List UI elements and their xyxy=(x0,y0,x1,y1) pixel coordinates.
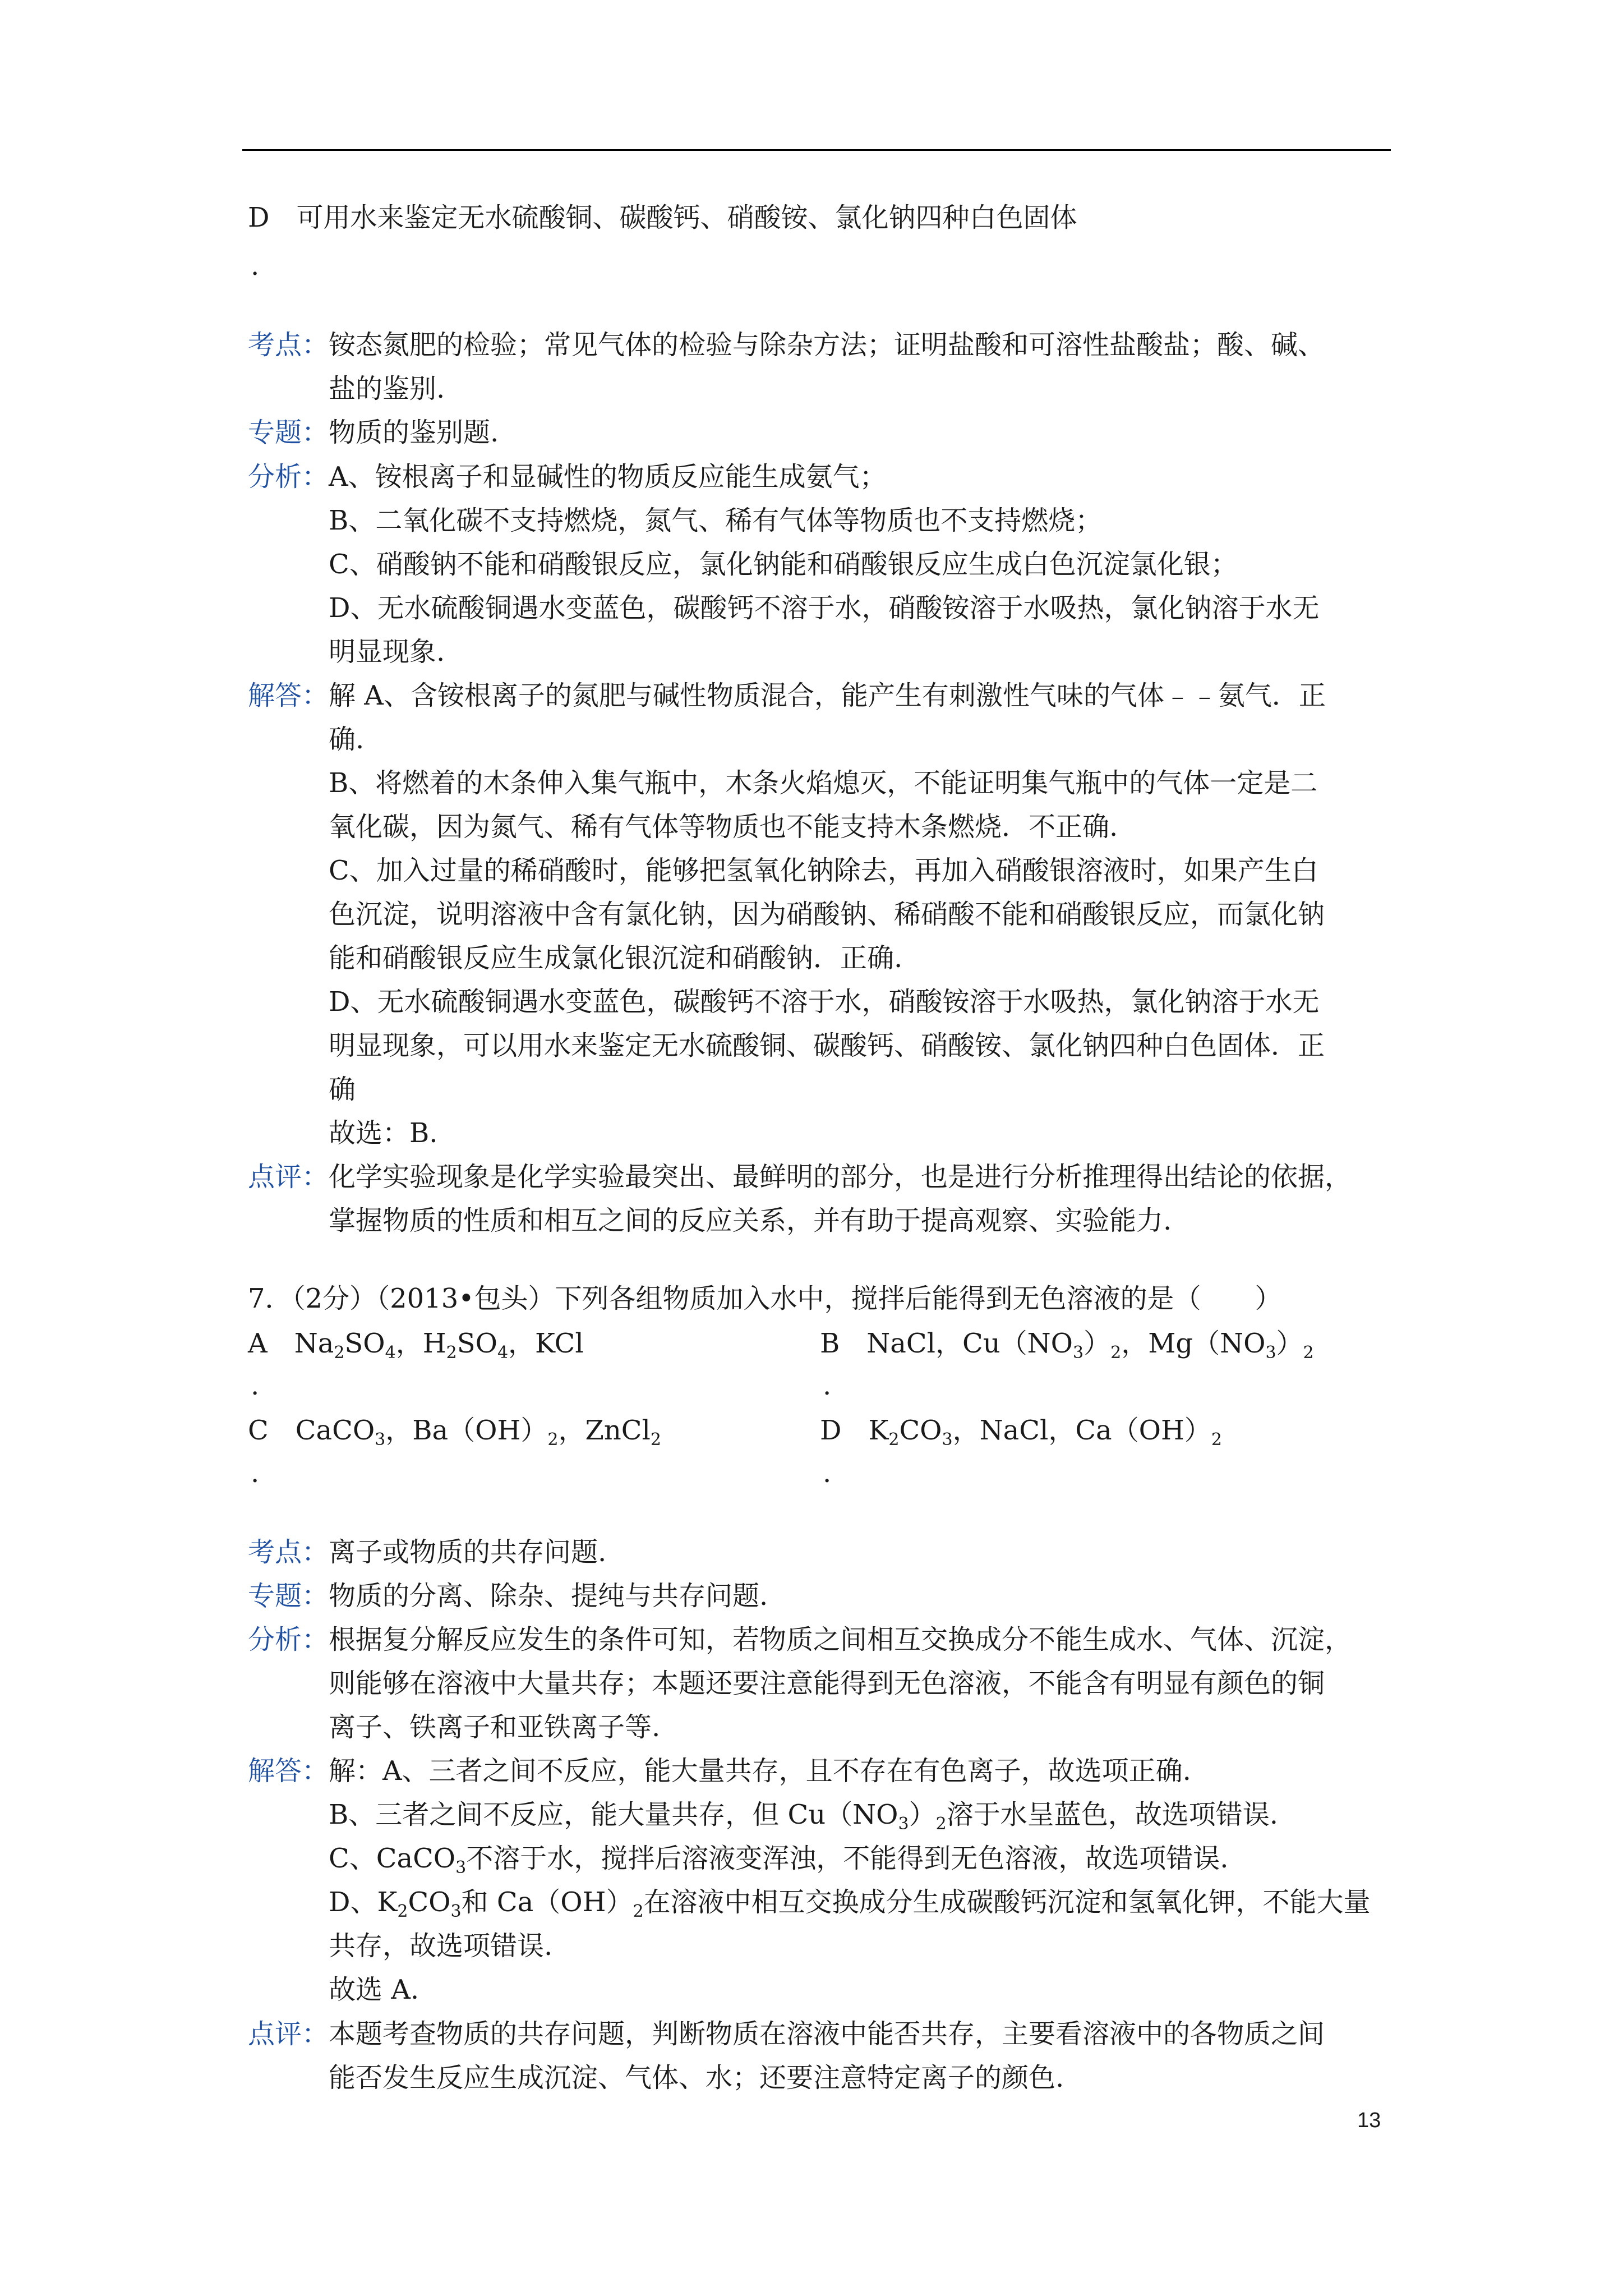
dianping-label: 点评： xyxy=(248,1161,329,1193)
formula-part: ，ZnCl xyxy=(558,1415,651,1446)
formula-part: CaCO xyxy=(295,1415,375,1446)
zhuanti-label: 专题： xyxy=(248,417,329,448)
subscript: 3 xyxy=(898,1814,909,1834)
subscript: 4 xyxy=(385,1343,396,1363)
jieda-line: 能和硝酸银反应生成氯化银沉淀和硝酸钠．正确. xyxy=(329,942,903,974)
formula-part: ） xyxy=(1083,1328,1111,1359)
subscript: 4 xyxy=(497,1343,509,1363)
subscript: 2 xyxy=(1110,1343,1122,1363)
q7-option-b xyxy=(820,1327,1314,1370)
jieda-line: 确. xyxy=(329,724,365,755)
fenxi-line: D、无水硫酸铜遇水变蓝色，碳酸钙不溶于水，硝酸铵溶于水吸热，氯化钠溶于水无 xyxy=(329,592,1320,624)
dianping-line: 掌握物质的性质和相互之间的反应关系，并有助于提高观察、实验能力. xyxy=(329,1205,1172,1236)
subscript: 3 xyxy=(455,1858,467,1878)
q7-option-c xyxy=(248,1414,661,1457)
fenxi-line: 则能够在溶液中大量共存；本题还要注意能得到无色溶液，不能含有明显有颜色的铜 xyxy=(329,1668,1325,1699)
q6-option-d: D 可用水来鉴定无水硫酸铜、碳酸钙、硝酸铵、氯化钠四种白色固体 xyxy=(248,202,1077,233)
jieda-line: C、加入过量的稀硝酸时，能够把氢氧化钠除去，再加入硝酸银溶液时，如果产生白 xyxy=(329,855,1318,886)
subscript: 2 xyxy=(446,1343,457,1363)
text-part: B、三者之间不反应，能大量共存，但 Cu（NO xyxy=(329,1799,898,1830)
kaodian-line: 铵态氮肥的检验；常见气体的检验与除杂方法；证明盐酸和可溶性盐酸盐；酸、碱、 xyxy=(329,329,1325,361)
jieda-label: 解答： xyxy=(248,680,329,711)
dianping-line: 本题考查物质的共存问题，判断物质在溶液中能否共存，主要看溶液中的各物质之间 xyxy=(329,2018,1325,2050)
subscript: 3 xyxy=(375,1430,386,1450)
formula-part: K xyxy=(868,1415,889,1446)
text-part: 在溶液中相互交换成分生成碳酸钙沉淀和氢氧化钾，不能大量 xyxy=(643,1887,1371,1918)
dianping-line: 能否发生反应生成沉淀、气体、水；还要注意特定离子的颜色. xyxy=(329,2062,1064,2093)
text-part: CO xyxy=(408,1887,451,1918)
jieda-line: B、将燃着的木条伸入集气瓶中，木条火焰熄灭，不能证明集气瓶中的气体一定是二 xyxy=(329,767,1318,799)
formula-part: ，H xyxy=(395,1328,446,1359)
jieda-line: 共存，故选项错误. xyxy=(329,1930,553,1962)
q7-option-a xyxy=(248,1327,584,1370)
subscript: 3 xyxy=(450,1902,462,1921)
formula-part: ，NaCl，Ca（OH） xyxy=(952,1415,1211,1446)
subscript: 2 xyxy=(633,1902,644,1921)
text-part: 不溶于水，搅拌后溶液变浑浊，不能得到无色溶液，故选项错误. xyxy=(466,1843,1229,1874)
zhuanti-text: 物质的鉴别题. xyxy=(329,417,499,448)
header-rule xyxy=(242,149,1391,151)
subscript: 2 xyxy=(650,1430,661,1450)
formula-part: Na xyxy=(294,1328,334,1359)
subscript: 2 xyxy=(334,1343,345,1363)
formula-part: ，KCl xyxy=(508,1328,584,1359)
option-letter: A xyxy=(248,1328,268,1359)
fenxi-line: 根据复分解反应发生的条件可知，若物质之间相互交换成分不能生成水、气体、沉淀， xyxy=(329,1624,1352,1655)
jieda-line: 解：A、三者之间不反应，能大量共存，且不存在有色离子，故选项正确. xyxy=(329,1755,1191,1787)
option-letter: D xyxy=(820,1415,842,1446)
jieda-line xyxy=(329,1885,1371,1929)
kaodian-line: 盐的鉴别. xyxy=(329,373,445,404)
fenxi-line: B、二氧化碳不支持燃烧，氮气、稀有气体等物质也不支持燃烧； xyxy=(329,505,1103,536)
jieda-line: D、无水硫酸铜遇水变蓝色，碳酸钙不溶于水，硝酸铵溶于水吸热，氯化钠溶于水无 xyxy=(329,986,1320,1018)
option-dot: . xyxy=(251,1370,260,1401)
text-part: 溶于水呈蓝色，故选项错误. xyxy=(946,1799,1278,1830)
option-dot: . xyxy=(823,1457,832,1489)
subscript: 3 xyxy=(942,1430,953,1450)
formula-part: ，Ba（OH） xyxy=(385,1415,548,1446)
kaodian-label: 考点： xyxy=(248,1536,329,1568)
zhuanti-text: 物质的分离、除杂、提纯与共存问题. xyxy=(329,1580,768,1612)
formula-part: ） xyxy=(1276,1328,1303,1359)
jieda-line: 明显现象，可以用水来鉴定无水硫酸铜、碳酸钙、硝酸铵、氯化钠四种白色固体．正 xyxy=(329,1030,1325,1061)
page-number: 13 xyxy=(1357,2109,1381,2132)
jieda-line: 确 xyxy=(329,1074,356,1105)
jieda-label: 解答： xyxy=(248,1755,329,1787)
jieda-line: 解 A、含铵根离子的氮肥与碱性物质混合，能产生有刺激性气味的气体﹣﹣氨气．正 xyxy=(329,680,1326,711)
subscript: 2 xyxy=(397,1902,408,1921)
option-dot: . xyxy=(251,250,260,282)
formula-part: ，Mg（NO xyxy=(1121,1328,1266,1359)
formula-part: CO xyxy=(899,1415,942,1446)
dianping-label: 点评： xyxy=(248,2018,329,2050)
fenxi-label: 分析： xyxy=(248,461,329,493)
zhuanti-label: 专题： xyxy=(248,1580,329,1612)
fenxi-line: 明显现象. xyxy=(329,636,445,668)
subscript: 2 xyxy=(935,1814,947,1834)
option-dot: . xyxy=(823,1370,832,1401)
q7-option-d xyxy=(820,1414,1222,1457)
text-part: C、CaCO xyxy=(329,1843,456,1874)
formula-part: SO xyxy=(344,1328,385,1359)
kaodian-text: 离子或物质的共存问题. xyxy=(329,1536,607,1568)
q7-stem: 7．（2分）（2013•包头）下列各组物质加入水中，搅拌后能得到无色溶液的是（ ） xyxy=(248,1283,1282,1314)
text-part: D、K xyxy=(329,1887,398,1918)
jieda-line: 故选：B. xyxy=(329,1117,438,1149)
subscript: 2 xyxy=(888,1430,900,1450)
subscript: 3 xyxy=(1265,1343,1276,1363)
subscript: 2 xyxy=(1303,1343,1314,1363)
option-letter: B xyxy=(820,1328,840,1359)
jieda-line: 氧化碳，因为氮气、稀有气体等物质也不能支持木条燃烧．不正确. xyxy=(329,811,1118,843)
jieda-line: 故选 A. xyxy=(329,1974,419,2005)
jieda-line xyxy=(329,1842,1229,1885)
kaodian-label: 考点： xyxy=(248,329,329,361)
subscript: 3 xyxy=(1073,1343,1084,1363)
formula-part: SO xyxy=(457,1328,497,1359)
subscript: 2 xyxy=(547,1430,559,1450)
fenxi-line: 离子、铁离子和亚铁离子等. xyxy=(329,1711,661,1743)
formula-part: NaCl，Cu（NO xyxy=(866,1328,1073,1359)
subscript: 2 xyxy=(1211,1430,1222,1450)
dianping-line: 化学实验现象是化学实验最突出、最鲜明的部分，也是进行分析推理得出结论的依据， xyxy=(329,1161,1352,1193)
jieda-line xyxy=(329,1798,1278,1841)
option-dot: . xyxy=(251,1457,260,1489)
fenxi-line: C、硝酸钠不能和硝酸银反应，氯化钠能和硝酸银反应生成白色沉淀氯化银； xyxy=(329,549,1238,580)
jieda-line: 色沉淀，说明溶液中含有氯化钠，因为硝酸钠、稀硝酸不能和硝酸银反应，而氯化钠 xyxy=(329,899,1325,930)
text-part: 和 Ca（OH） xyxy=(461,1887,633,1918)
fenxi-line: A、铵根离子和显碱性的物质反应能生成氨气； xyxy=(329,461,887,493)
option-letter: C xyxy=(248,1415,269,1446)
fenxi-label: 分析： xyxy=(248,1624,329,1655)
text-part: ） xyxy=(909,1799,936,1830)
